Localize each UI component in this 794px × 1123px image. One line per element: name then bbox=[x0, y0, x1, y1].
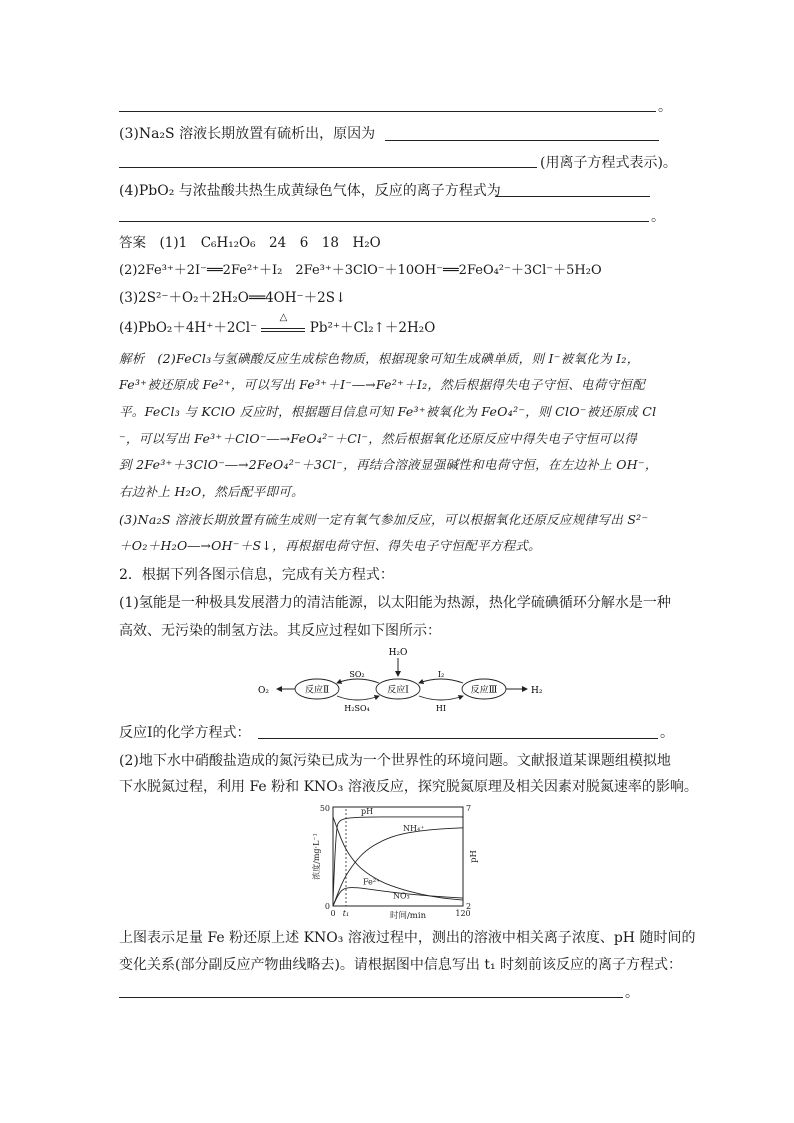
answer-line-2: (2)2Fe³⁺＋2I⁻══2Fe²⁺＋I₂ 2Fe³⁺＋3ClO⁻＋10OH⁻══2FeO₄²⁻＋3Cl⁻＋5H₂O bbox=[119, 263, 602, 278]
answer-4-left: (4)PbO₂＋4H⁺＋2Cl⁻ bbox=[119, 320, 258, 336]
y-axis-label: 浓度/mg·L⁻¹ bbox=[312, 833, 321, 880]
cycle-label-so2: SO₂ bbox=[349, 670, 365, 679]
q2-title: 2．根据下列各图示信息，完成有关方程式： bbox=[119, 567, 394, 583]
y2-tick-2: 2 bbox=[466, 902, 472, 911]
series-label-2: NH₄⁺ bbox=[403, 823, 425, 833]
answer-line-1: 答案 (1)1 C₆H₁₂O₆ 24 6 18 H₂O bbox=[119, 235, 381, 251]
q4-end: 。 bbox=[651, 209, 665, 225]
cycle-label-i2: I₂ bbox=[437, 670, 445, 679]
q2-p3-line1: 上图表示足量 Fe 粉还原上述 KNO₃ 溶液过程中，测出的溶液中相关离子浓度、pH 随时间的 bbox=[119, 930, 696, 946]
q2-p2-line1: (2)地下水中硝酸盐造成的氮污染已成为一个世界性的环境问题。文献报道某课题组模拟地 bbox=[119, 753, 671, 769]
answer-blank-ionic-equation[interactable] bbox=[119, 997, 623, 998]
analysis-line-8: ＋O₂＋H₂O―→OH⁻＋S↓，再根据电荷守恒、得失电子守恒配平方程式。 bbox=[119, 538, 541, 553]
y2-axis-label: pH bbox=[469, 850, 479, 863]
analysis-line-3: 平。FeCl₃ 与 KClO 反应时，根据题目信息可知 Fe³⁺被氧化为 FeO₄²⁻，则 ClO⁻被还原成 Cl bbox=[119, 404, 657, 419]
y2-tick-7: 7 bbox=[466, 804, 472, 813]
q2-p1-line1: (1)氢能是一种极具发展潜力的清洁能源，以太阳能为热源，热化学硫碘循环分解水是一种 bbox=[119, 595, 671, 611]
x-tick-t1: t₁ bbox=[342, 909, 350, 918]
answer-line-4 bbox=[119, 312, 436, 338]
q4-prompt: (4)PbO₂ 与浓盐酸共热生成黄绿色气体，反应的离子方程式为 bbox=[119, 183, 501, 199]
analysis-line-4: ⁻，可以写出 Fe³⁺＋ClO⁻―→FeO₄²⁻＋Cl⁻，然后根据氧化还原反应中得失电子守恒可以得 bbox=[119, 431, 638, 446]
answer-blank-q1-tail[interactable] bbox=[119, 111, 656, 112]
y-tick-50: 50 bbox=[319, 804, 330, 813]
cycle-label-h2so4: H₂SO₄ bbox=[344, 704, 370, 713]
x-axis-label: 时间/min bbox=[389, 911, 427, 921]
cycle-label-h2: H₂ bbox=[531, 686, 543, 696]
q2-p2-line2: 下水脱氮过程，利用 Fe 粉和 KNO₃ 溶液反应，探究脱氮原理及相关因素对脱氮速率的影响。 bbox=[119, 779, 698, 795]
cycle-text-r2: 反应Ⅱ bbox=[304, 685, 330, 696]
q3-prefix: (3)Na₂S 溶液长期放置有硫析出，原因为 bbox=[119, 126, 376, 142]
cycle-label-o2: O₂ bbox=[258, 686, 269, 696]
x-tick-120: 120 bbox=[455, 909, 471, 918]
analysis-line-2: Fe³⁺被还原成 Fe²⁺，可以写出 Fe³⁺＋I⁻―→Fe²⁺＋I₂，然后根据得失电子守恒、电荷守恒配 bbox=[119, 377, 645, 392]
answer-blank-q3-a[interactable] bbox=[385, 140, 659, 141]
series-label-4: Fe²⁺ bbox=[363, 877, 381, 887]
series-label-3: NO₃⁻ bbox=[393, 891, 414, 901]
chart-series-group bbox=[333, 807, 463, 906]
cycle-text-r3: 反应Ⅲ bbox=[470, 685, 498, 696]
answer-blank-q4-b[interactable] bbox=[119, 221, 649, 222]
q2-eq1-label: 反应Ⅰ的化学方程式： bbox=[119, 725, 251, 741]
answer-4-right: Pb²⁺＋Cl₂↑＋2H₂O bbox=[309, 320, 436, 336]
chart-labels-group bbox=[311, 804, 479, 921]
y-tick-0: 0 bbox=[324, 902, 330, 911]
q3-prompt bbox=[119, 124, 375, 144]
answer-blank-q4-a[interactable] bbox=[495, 196, 650, 197]
q2-end: 。 bbox=[625, 985, 639, 1001]
concentration-ph-chart bbox=[305, 800, 490, 922]
delta-icon: △ bbox=[279, 312, 288, 323]
answer-line-3: (3)2S²⁻＋O₂＋2H₂O══4OH⁻＋2S↓ bbox=[119, 290, 347, 306]
heating-equals-sign bbox=[261, 312, 305, 332]
q2-p3-line2: 变化关系(部分副反应产物曲线略去)。请根据图中信息写出 t₁ 时刻前该反应的离子方程式： bbox=[119, 957, 683, 973]
answer-blank-q3-b[interactable] bbox=[119, 167, 537, 168]
analysis-line-7: (3)Na₂S 溶液长期放置有硫生成则一定有氧气参加反应，可以根据氧化还原反应规律写出 S²⁻ bbox=[119, 512, 649, 527]
q3-suffix: (用离子方程式表示)。 bbox=[540, 155, 677, 171]
answer-blank-reaction-1[interactable] bbox=[258, 738, 658, 739]
q1-tail-end: 。 bbox=[658, 99, 672, 115]
sulfur-iodine-cycle-diagram bbox=[255, 645, 555, 715]
cycle-text-r1: 反应Ⅰ bbox=[387, 685, 409, 696]
q2-p1-line2: 高效、无污染的制氢方法。其反应过程如下图所示： bbox=[119, 623, 441, 639]
q2-eq1-end: 。 bbox=[660, 725, 674, 741]
analysis-line-1: 解析 (2)FeCl₃与氢碘酸反应生成棕色物质，根据现象可知生成碘单质，则 I⁻被氧化为 I₂， bbox=[119, 351, 640, 366]
cycle-label-h2o: H₂O bbox=[388, 648, 408, 658]
series-label-1: pH bbox=[361, 807, 374, 817]
analysis-line-5: 到 2Fe³⁺＋3ClO⁻―→2FeO₄²⁻＋3Cl⁻，再结合溶液显强碱性和电荷守恒，在左边补上 OH⁻， bbox=[119, 457, 658, 472]
cycle-label-hi: HI bbox=[435, 704, 447, 713]
analysis-line-6: 右边补上 H₂O，然后配平即可。 bbox=[119, 484, 304, 499]
x-tick-0: 0 bbox=[330, 909, 336, 918]
